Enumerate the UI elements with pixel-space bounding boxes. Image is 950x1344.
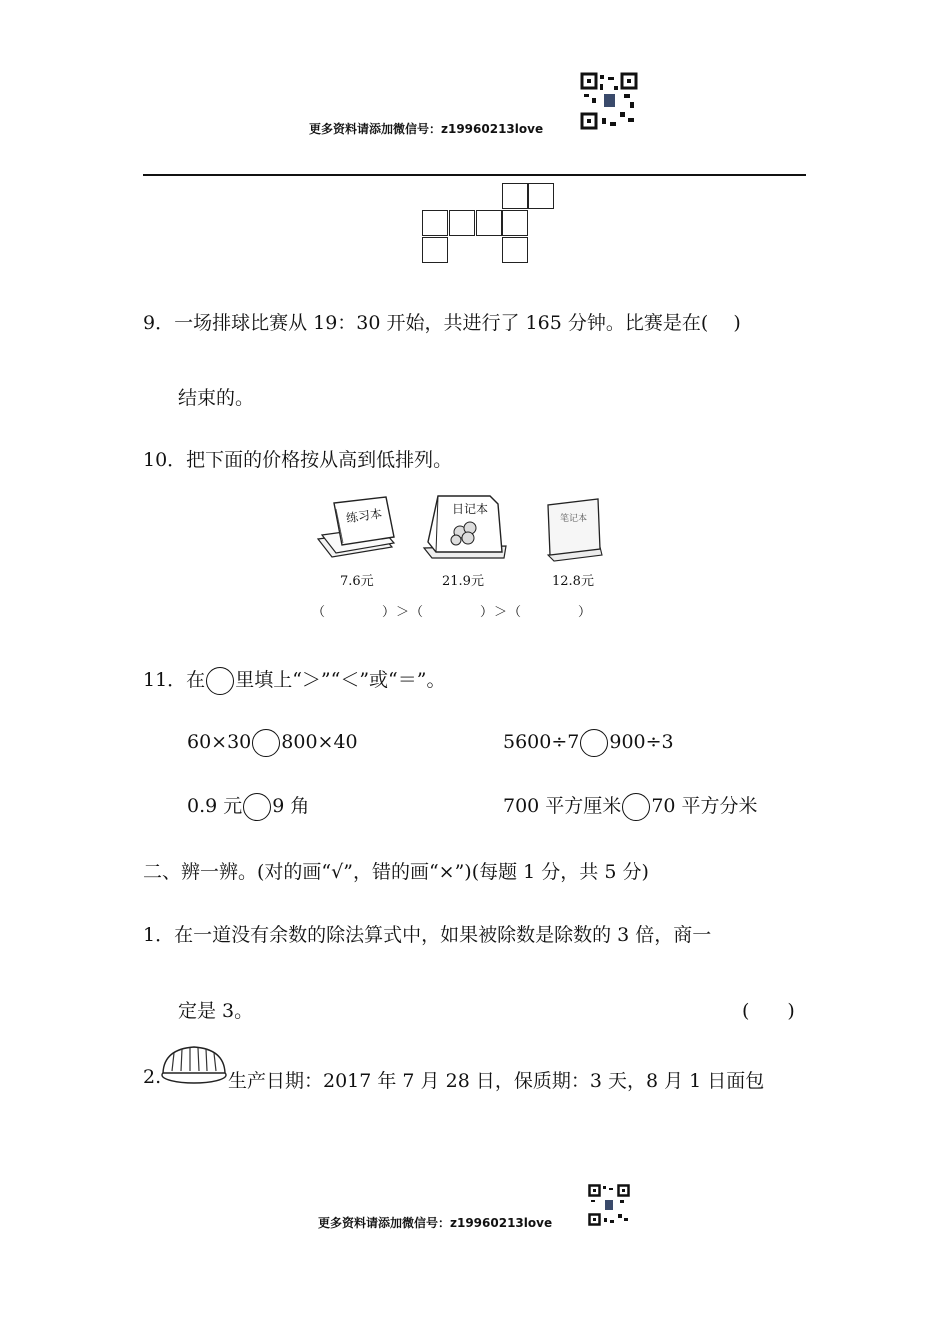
s2-q1-answer-paren[interactable]: ( ) [742,1000,795,1022]
q11-item-1-right: 800×40 [281,731,358,753]
net-square [476,210,502,236]
q11-title-prefix: 11．在 [143,669,206,691]
answer-circle[interactable] [622,793,650,821]
q10-order-row: （ ）＞（ ）＞（ ） [312,605,593,620]
net-square [422,210,448,236]
compare-circle [206,667,234,695]
book-notebook [544,497,606,563]
q10-title: 10．把下面的价格按从高到低排列。 [143,449,453,471]
book-exercise-price: 7.6元 [340,574,374,589]
book-diary-cover: 日记本 [452,502,489,516]
q11-title-suffix: 里填上“＞”“＜”或“＝”。 [235,669,446,691]
net-square [422,237,448,263]
q11-item-4-left: 700 平方厘米 [503,795,622,817]
header-qr-code [580,72,638,130]
book-exercise [312,495,397,565]
section2-title: 二、辨一辨。(对的画“√”，错的画“×”)(每题 1 分，共 5 分) [143,861,649,883]
net-square [502,183,528,209]
book-diary [420,492,510,564]
q11-item-1 [187,729,358,757]
q11-item-2 [503,729,674,757]
q11-title [143,665,445,695]
book-notebook-cover: 笔记本 [560,514,588,524]
book-notebook-price: 12.8元 [552,574,594,589]
header-rule [143,174,806,176]
q11-item-1-left: 60×30 [187,731,252,753]
q11-item-3-left: 0.9 元 [187,795,243,817]
answer-circle[interactable] [243,793,271,821]
book-diary-price: 21.9元 [442,574,484,589]
q11-item-2-left: 5600÷7 [503,731,580,753]
header-wechat-text: 更多资料请添加微信号：z19960213love [309,122,544,136]
q11-item-3-right: 9 角 [272,795,310,817]
net-square [528,183,554,209]
q11-item-4-right: 70 平方分米 [651,795,758,817]
cube-net-diagram [422,182,562,267]
footer-wechat-text: 更多资料请添加微信号：z19960213love [318,1216,553,1230]
book-exercise-cover: 练习本 [345,506,383,526]
answer-circle[interactable] [252,729,280,757]
s2-q2-number: 2. [143,1066,162,1088]
q11-item-4 [503,791,758,821]
net-square [449,210,475,236]
answer-circle[interactable] [580,729,608,757]
s2-q1-line2: 定是 3。 [178,1000,254,1022]
q9-line1: 9．一场排球比赛从 19：30 开始，共进行了 165 分钟。比赛是在( ) [143,312,741,334]
net-square [502,210,528,236]
q9-line2: 结束的。 [178,387,255,409]
s2-q2-text: 生产日期：2017 年 7 月 28 日，保质期：3 天，8 月 1 日面包 [228,1070,765,1092]
s2-q1-line1: 1．在一道没有余数的除法算式中，如果被除数是除数的 3 倍，商一 [143,924,712,946]
footer-qr-code [588,1184,630,1226]
bread-icon [160,1043,228,1085]
q11-item-2-right: 900÷3 [609,731,674,753]
net-square [502,237,528,263]
q11-item-3 [187,791,309,821]
